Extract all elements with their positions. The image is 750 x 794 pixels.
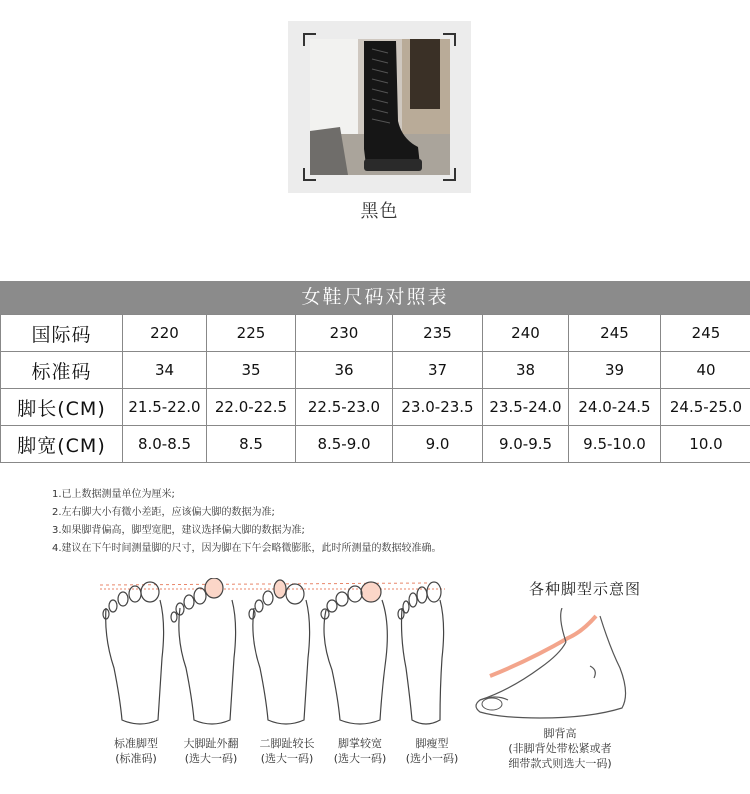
size-row-label: 标准码	[1, 352, 123, 389]
size-cell: 37	[393, 352, 483, 389]
size-cell: 21.5-22.0	[123, 389, 207, 426]
size-cell: 40	[661, 352, 750, 389]
size-table-row	[1, 426, 750, 463]
size-cell: 8.5-9.0	[296, 426, 393, 463]
note-line: 1.已上数据测量单位为厘米;	[52, 489, 175, 500]
size-cell: 230	[296, 315, 393, 352]
high-instep-foot-illustration	[470, 608, 645, 726]
foot-type-caption-long-second-toe	[248, 736, 326, 766]
size-cell: 240	[483, 315, 569, 352]
size-cell: 9.0-9.5	[483, 426, 569, 463]
size-cell: 220	[123, 315, 207, 352]
foot-type-caption-wide	[322, 736, 398, 766]
size-cell: 22.0-22.5	[207, 389, 296, 426]
foot-type-advice: (选大一码)	[184, 752, 238, 765]
size-cell: 9.0	[393, 426, 483, 463]
foot-types-title: 各种脚型示意图	[528, 580, 641, 598]
size-chart-title: 女鞋尺码对照表	[0, 281, 750, 314]
foot-type-caption-high-instep	[485, 726, 635, 771]
size-row-label: 国际码	[1, 315, 123, 352]
foot-type-advice: (非脚背处带松紧或者	[508, 742, 612, 755]
foot-type-name: 标准脚型	[114, 737, 158, 750]
foot-type-advice: (选小一码)	[405, 752, 459, 765]
foot-type-caption-standard	[98, 736, 174, 766]
size-cell: 39	[569, 352, 661, 389]
size-cell: 34	[123, 352, 207, 389]
note-line: 4.建议在下午时间测量脚的尺寸，因为脚在下午会略微膨胀，此时所测量的数据较准确。	[52, 543, 442, 554]
foot-type-name: 二脚趾较长	[259, 737, 315, 750]
size-cell: 9.5-10.0	[569, 426, 661, 463]
foot-type-name: 脚掌较宽	[338, 737, 382, 750]
size-table-row	[1, 352, 750, 389]
size-cell: 23.5-24.0	[483, 389, 569, 426]
size-row-label: 脚宽(CM)	[1, 426, 123, 463]
size-cell: 225	[207, 315, 296, 352]
foot-type-name: 脚瘦型	[415, 737, 449, 750]
foot-type-caption-slim	[396, 736, 468, 766]
size-row-label: 脚长(CM)	[1, 389, 123, 426]
size-cell: 24.0-24.5	[569, 389, 661, 426]
size-chart-table	[0, 314, 750, 463]
foot-type-caption-bunion	[172, 736, 250, 766]
foot-type-name: 大脚趾外翻	[183, 737, 239, 750]
size-table-row	[1, 315, 750, 352]
foot-type-advice: (标准码)	[115, 752, 157, 765]
measurement-notes	[52, 486, 712, 558]
note-line: 3.如果脚背偏高，脚型宽肥，建议选择偏大脚的数据为准;	[52, 525, 305, 536]
note-line: 2.左右脚大小有微小差距，应该偏大脚的数据为准;	[52, 507, 275, 518]
size-cell: 235	[393, 315, 483, 352]
size-cell: 245	[661, 315, 750, 352]
size-cell: 8.5	[207, 426, 296, 463]
size-cell: 8.0-8.5	[123, 426, 207, 463]
size-cell: 245	[569, 315, 661, 352]
size-cell: 24.5-25.0	[661, 389, 750, 426]
size-cell: 10.0	[661, 426, 750, 463]
size-cell: 35	[207, 352, 296, 389]
size-cell: 36	[296, 352, 393, 389]
size-cell: 38	[483, 352, 569, 389]
product-photo	[310, 39, 450, 175]
foot-type-illustrations	[100, 578, 460, 730]
foot-type-advice: (选大一码)	[333, 752, 387, 765]
foot-type-advice: 细带款式则选大一码)	[508, 757, 612, 770]
size-cell: 23.0-23.5	[393, 389, 483, 426]
product-swatch[interactable]	[288, 21, 471, 193]
color-label: 黑色	[360, 201, 399, 222]
foot-type-name: 脚背高	[543, 727, 577, 740]
foot-type-advice: (选大一码)	[260, 752, 314, 765]
size-table-row	[1, 389, 750, 426]
size-cell: 22.5-23.0	[296, 389, 393, 426]
